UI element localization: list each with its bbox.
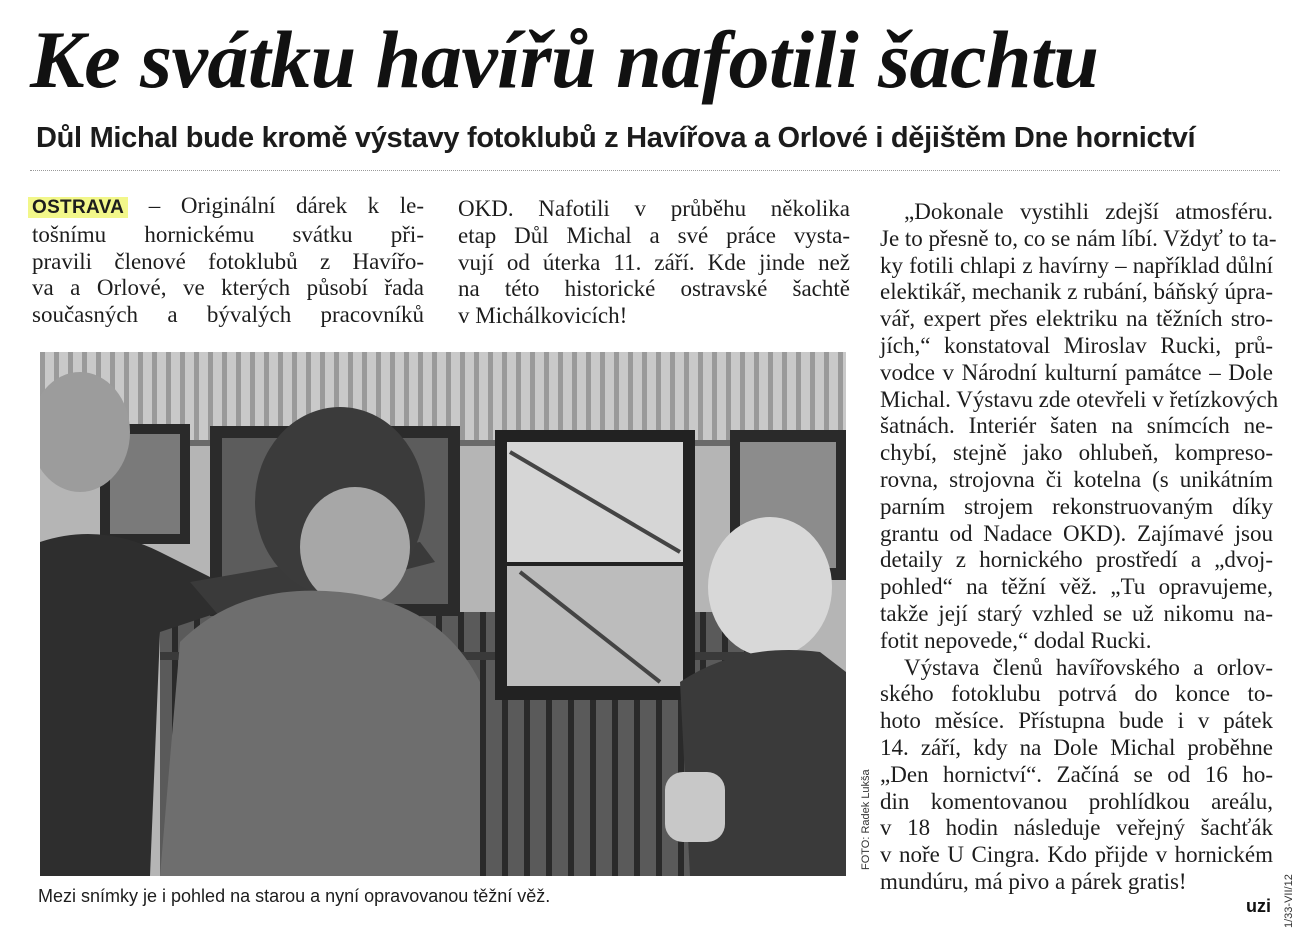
text-line: „Den hornictví“. Začíná se od 16 ho- bbox=[880, 761, 1273, 787]
article-column-1 bbox=[32, 193, 424, 329]
paragraph bbox=[880, 655, 1273, 896]
text-line: vují od úterka 11. září. Kde jinde než bbox=[458, 249, 850, 275]
subheadline: Důl Michal bude kromě výstavy fotoklubů z Havířova a Orlové i dějištěm Dne hornictví bbox=[36, 122, 1196, 154]
text-line: parním strojem rekonstruovaným díky bbox=[880, 493, 1273, 519]
text-line: Je to přesně to, co se nám líbí. Vždyť to ta- bbox=[880, 225, 1277, 251]
text-line: din komentovanou prohlídkou areálu, bbox=[880, 788, 1273, 814]
text-line: hoto měsíce. Přístupna bude i v pátek bbox=[880, 708, 1273, 734]
photo-caption: Mezi snímky je i pohled na starou a nyní opravovanou těžní věž. bbox=[38, 886, 551, 906]
reference-code: 1/33-VII/12 bbox=[1283, 874, 1295, 928]
headline: Ke svátku havířů nafotili šachtu bbox=[30, 14, 1099, 105]
article-column-2 bbox=[458, 196, 850, 330]
article-photo bbox=[40, 352, 846, 876]
article-column-3 bbox=[880, 199, 1279, 896]
text-line: takže její starý vzhled se už nikomu na- bbox=[880, 600, 1273, 626]
text-line: Michal. Výstavu zde otevřeli v řetízkových bbox=[880, 386, 1279, 412]
text-line: „Dokonale vystihli zdejší atmosféru. bbox=[904, 199, 1273, 224]
text-line: jích,“ konstatoval Miroslav Rucki, prů- bbox=[880, 332, 1273, 358]
text-line: v Michálkovicích! bbox=[458, 303, 628, 329]
text-line: Výstava členů havířovského a orlov- bbox=[904, 654, 1273, 680]
text-line: ského fotoklubu potrvá do konce to- bbox=[880, 681, 1273, 707]
text-line: etap Důl Michal a své práce vysta- bbox=[458, 222, 850, 248]
text-line: vodce v Národní kulturní památce – Dole bbox=[880, 359, 1273, 385]
text-line: v noře U Cingra. Kdo přijde v hornickém bbox=[880, 842, 1273, 868]
text-line: chybí, stejně jako ohlubeň, kompreso- bbox=[880, 440, 1273, 466]
divider bbox=[30, 170, 1280, 171]
text-line: mundúru, má pivo a párek gratis! bbox=[880, 868, 1187, 894]
text-line: 14. září, kdy na Dole Michal proběhne bbox=[880, 734, 1273, 760]
paragraph bbox=[880, 199, 1279, 655]
text-line: ky fotili chlapi z havírny – například důlní bbox=[880, 252, 1273, 278]
text-line: rovna, strojovna či kotelna (s unikátním bbox=[880, 466, 1273, 492]
author-signature: uzi bbox=[1246, 896, 1271, 916]
text-line: elektikář, mechanik z rubání, báňský úpra- bbox=[880, 279, 1273, 305]
photo-illustration bbox=[40, 352, 846, 876]
text-line: pohled“ na těžní věž. „Tu opravujeme, bbox=[880, 574, 1273, 600]
text-line: současných a bývalých pracovníků bbox=[32, 302, 424, 328]
text-line bbox=[32, 193, 424, 222]
text-line: na této historické ostravské šachtě bbox=[458, 276, 850, 302]
text-line: OKD. Nafotili v průběhu několika bbox=[458, 196, 850, 221]
text-line: vář, expert přes elektriku na těžních stro- bbox=[880, 306, 1273, 332]
text-line: detaily z hornického prostředí a „dvoj- bbox=[880, 547, 1273, 573]
dateline: OSTRAVA bbox=[28, 197, 128, 218]
text-line: grantu od Nadace OKD). Zajímavé jsou bbox=[880, 520, 1273, 546]
photo-credit: FOTO: Radek Lukša bbox=[860, 769, 872, 870]
text-line: fotit nepovede,“ dodal Rucki. bbox=[880, 627, 1152, 653]
text-line: pravili členové fotoklubů z Havířo- bbox=[32, 248, 424, 274]
text-line: va a Orlové, ve kterých působí řada bbox=[32, 275, 424, 301]
text-line: šatnách. Interiér šaten na snímcích ne- bbox=[880, 413, 1273, 439]
text-line: v 18 hodin následuje veřejný šachťák bbox=[880, 815, 1273, 841]
text-fragment: – Originální dárek k le- bbox=[128, 193, 424, 218]
text-line: tošnímu hornickému svátku při- bbox=[32, 221, 424, 247]
